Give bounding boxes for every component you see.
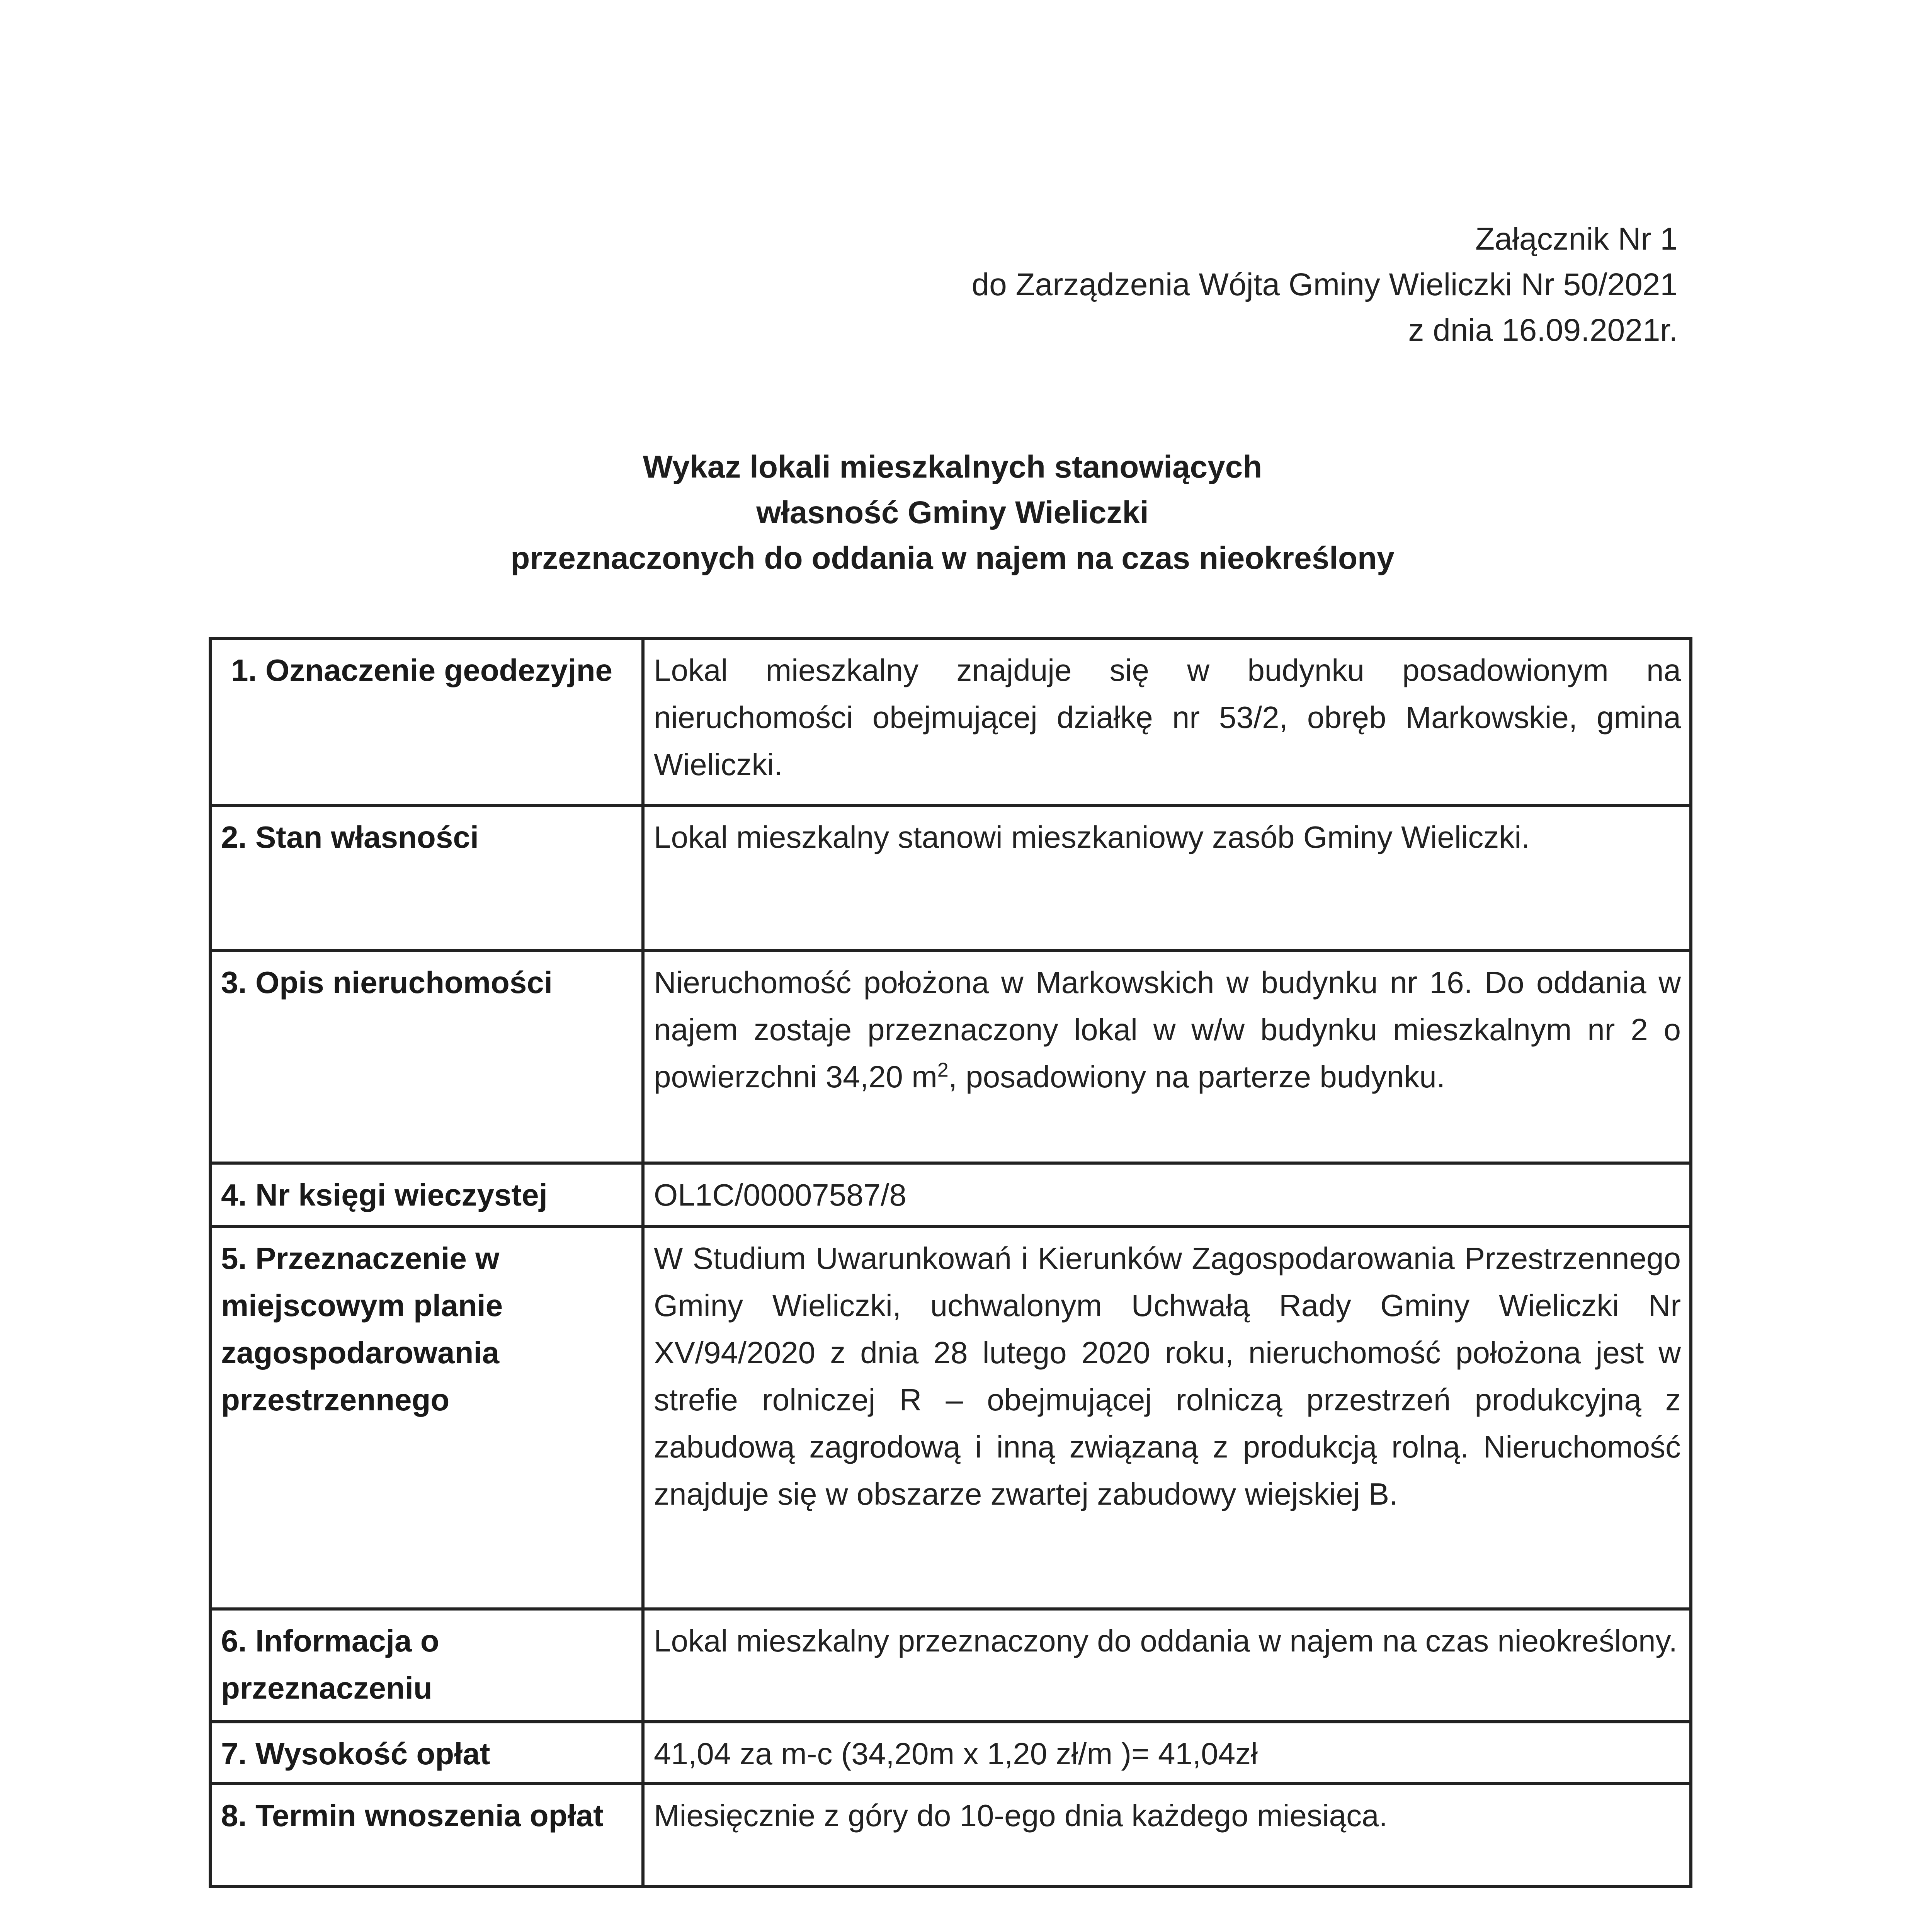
table-row xyxy=(210,1784,1691,1886)
title-line-2: własność Gminy Wieliczki xyxy=(756,495,1149,530)
table-row xyxy=(210,638,1691,805)
row-value: Lokal mieszkalny przeznaczony do oddania w najem na czas nieokreślony. xyxy=(643,1609,1691,1722)
annex-ordinance: do Zarządzenia Wójta Gminy Wieliczki Nr 50/2021 xyxy=(971,267,1678,302)
document-title xyxy=(0,444,1905,581)
row-value: Lokal mieszkalny znajduje się w budynku posadowionym na nieruchomości obejmującej działkę nr 53/2, obręb Markowskie, gmina Wieliczki. xyxy=(643,638,1691,805)
row-label: 2. Stan własności xyxy=(210,805,643,951)
legal-basis-note xyxy=(220,1927,1681,1932)
row-label: 5. Przeznaczenie w miejscowym planie zagospodarowania przestrzennego xyxy=(210,1226,643,1609)
row-label: 8. Termin wnoszenia opłat xyxy=(210,1784,643,1886)
row-label: 7. Wysokość opłat xyxy=(210,1722,643,1784)
row-label: 6. Informacja o przeznaczeniu xyxy=(210,1609,643,1722)
annex-header xyxy=(972,216,1678,353)
area-unit-superscript: 2 xyxy=(937,1059,949,1082)
table-row xyxy=(210,1609,1691,1722)
table-row xyxy=(210,1722,1691,1784)
row-value: W Studium Uwarunkowań i Kierunków Zagospodarowania Przestrzennego Gminy Wieliczki, uchwalonym Uchwałą Rady Gminy Wieliczki Nr XV/94/2020 z dnia 28 lutego 2020 roku, nieruchomość położona jest w strefie rolniczej R – obejmującej rolniczą przestrzeń produkcyjną z zabudową zagrodową i inną związaną z produkcją rolną. Nieruchomość znajduje się w obszarze zwartej zabudowy wiejskiej B. xyxy=(643,1226,1691,1609)
title-line-3: przeznaczonych do oddania w najem na czas nieokreślony xyxy=(510,541,1395,576)
annex-number: Załącznik Nr 1 xyxy=(1475,221,1678,257)
title-line-1: Wykaz lokali mieszkalnych stanowiących xyxy=(643,449,1262,485)
annex-date: z dnia 16.09.2021r. xyxy=(1408,313,1678,348)
table-row xyxy=(210,1163,1691,1226)
row-value: Miesięcznie z góry do 10-ego dnia każdego miesiąca. xyxy=(643,1784,1691,1886)
row-label: 3. Opis nieruchomości xyxy=(210,951,643,1163)
row-label: 4. Nr księgi wieczystej xyxy=(210,1163,643,1226)
row-label: 1. Oznaczenie geodezyjne xyxy=(210,638,643,805)
table-row xyxy=(210,951,1691,1163)
description-text-end: , posadowiony na parterze budynku. xyxy=(948,1060,1445,1094)
table-row xyxy=(210,1226,1691,1609)
row-value: OL1C/00007587/8 xyxy=(643,1163,1691,1226)
property-info-table xyxy=(209,637,1692,1888)
description-text: Nieruchomość położona w Markowskich w budynku nr 16. Do oddania w najem zostaje przeznaczony lokal w w/w budynku mieszkalnym nr 2 o powierzchni 34,20 m xyxy=(654,965,1681,1094)
row-value xyxy=(643,951,1691,1163)
row-value: Lokal mieszkalny stanowi mieszkaniowy zasób Gminy Wieliczki. xyxy=(643,805,1691,951)
table-row xyxy=(210,805,1691,951)
row-value: 41,04 za m-c (34,20m x 1,20 zł/m )= 41,04zł xyxy=(643,1722,1691,1784)
